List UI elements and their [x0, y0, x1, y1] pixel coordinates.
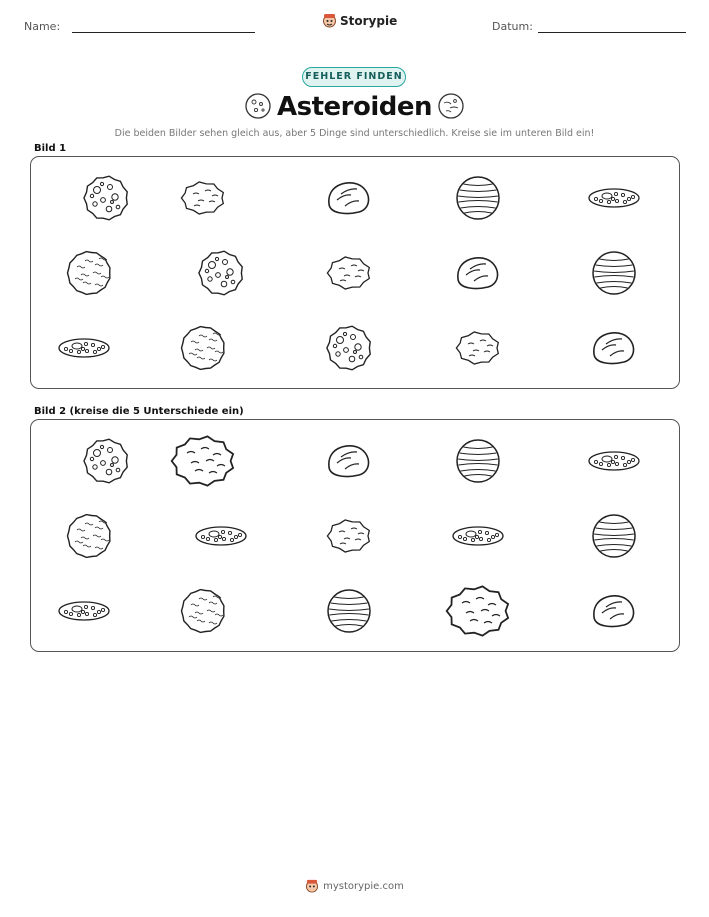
- footer-url[interactable]: mystorypie.com: [323, 880, 404, 892]
- name-line[interactable]: [72, 32, 255, 33]
- cratered-asteroid-icon[interactable]: [84, 439, 127, 483]
- date-label: Datum:: [492, 20, 533, 33]
- date-line[interactable]: [538, 32, 686, 33]
- lumpy-asteroid-icon: [456, 332, 498, 364]
- picture-2-illustration[interactable]: [31, 420, 681, 653]
- smooth-asteroid-icon: [329, 183, 369, 214]
- smooth-asteroid-icon[interactable]: [329, 446, 369, 477]
- round-asteroid-icon[interactable]: [68, 515, 110, 558]
- lumpy-asteroid-icon[interactable]: [327, 520, 369, 552]
- activity-badge: FEHLER FINDEN: [302, 67, 406, 87]
- cratered-asteroid-icon: [199, 251, 242, 295]
- round-asteroid-icon[interactable]: [182, 590, 224, 633]
- striped-asteroid-icon: [457, 177, 499, 219]
- flat-asteroid-icon[interactable]: [59, 602, 109, 620]
- striped-asteroid-icon[interactable]: [457, 440, 499, 482]
- flat-asteroid-icon: [59, 339, 109, 357]
- picture-1-label: Bild 1: [34, 143, 67, 154]
- name-label: Name:: [24, 20, 61, 33]
- round-asteroid-icon: [182, 327, 224, 370]
- instructions: Die beiden Bilder sehen gleich aus, aber 5 Dinge sind unterschiedlich. Kreise sie im unteren Bild ein!: [114, 128, 595, 139]
- picture-1-panel: [30, 156, 680, 389]
- flat-asteroid-icon[interactable]: [196, 527, 246, 545]
- storypie-mascot-icon: [305, 879, 319, 893]
- cratered-asteroid-icon: [84, 176, 127, 220]
- smooth-asteroid-icon: [594, 333, 634, 364]
- cratered-asteroid-icon: [327, 326, 370, 370]
- round-asteroid-icon: [68, 252, 110, 295]
- asteroid-icon: [437, 92, 465, 120]
- striped-asteroid-icon[interactable]: [593, 515, 635, 557]
- storypie-mascot-icon: [322, 13, 337, 28]
- flat-asteroid-icon[interactable]: [589, 452, 639, 470]
- striped-asteroid-icon: [593, 252, 635, 294]
- page-title: Asteroiden: [276, 92, 432, 122]
- brand-name: Storypie: [340, 13, 398, 28]
- picture-2-panel[interactable]: [30, 419, 680, 652]
- brand-logo: [322, 13, 397, 28]
- flat-asteroid-icon[interactable]: [453, 527, 503, 545]
- flat-asteroid-icon: [589, 189, 639, 207]
- striped-asteroid-icon[interactable]: [328, 590, 370, 632]
- footer: [0, 879, 709, 893]
- lumpy-asteroid-icon: [327, 257, 369, 289]
- smooth-asteroid-icon: [458, 258, 498, 289]
- lumpy-asteroid-icon: [181, 182, 223, 214]
- large-lumpy-asteroid-icon[interactable]: [172, 436, 233, 485]
- large-lumpy-asteroid-icon[interactable]: [447, 586, 508, 635]
- picture-2-label: Bild 2 (kreise die 5 Unterschiede ein): [34, 406, 244, 417]
- picture-1-illustration: [31, 157, 681, 390]
- smooth-asteroid-icon[interactable]: [594, 596, 634, 627]
